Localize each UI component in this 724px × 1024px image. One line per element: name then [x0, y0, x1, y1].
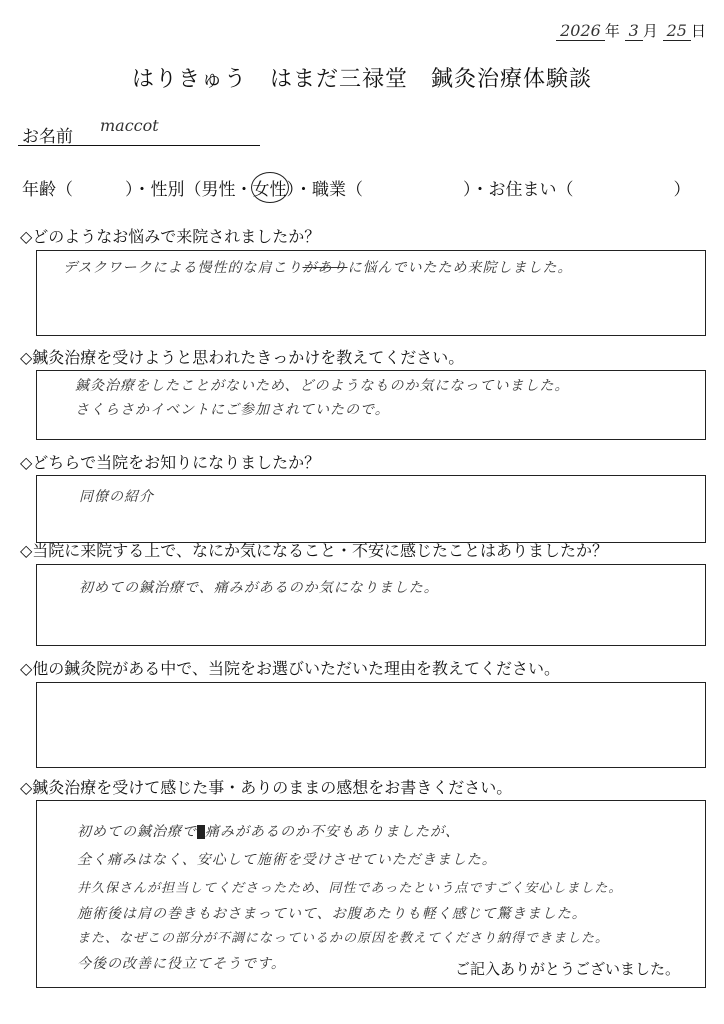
date-month: 3	[625, 21, 643, 41]
answer-6-text-a: 初めての鍼治療で	[77, 824, 197, 840]
answer-6-line-5: また、なぜこの部分が不調になっているかの原因を教えてくださり納得できました。	[77, 931, 610, 946]
date-field	[556, 20, 706, 41]
gender-selected-circle: 女性	[251, 172, 289, 203]
answer-box-1	[36, 250, 706, 336]
date-year: 2026	[556, 21, 605, 41]
month-unit: 月	[642, 22, 658, 40]
answer-6-line-1	[77, 821, 460, 841]
name-value: maccot	[100, 116, 159, 135]
answer-4-line-1: 初めての鍼治療で、痛みがあるのか気になりました。	[79, 580, 439, 596]
question-3: ◇どちらで当院をお知りになりましたか？	[20, 453, 321, 472]
scribble-mark	[197, 825, 205, 839]
answer-box-2	[36, 370, 706, 440]
profile-row	[22, 175, 691, 200]
closing-message: ご記入ありがとうございました。	[455, 960, 681, 978]
form-title: はりきゅう はまだ三禄堂 鍼灸治療体験談	[131, 67, 592, 92]
age-close: ）	[125, 180, 134, 200]
name-label: お名前	[22, 127, 73, 147]
gender-close: ）	[286, 180, 295, 200]
name-underline	[18, 145, 260, 146]
question-2: ◇鍼灸治療を受けようと思われたきっかけを教えてください。	[20, 348, 465, 367]
day-unit: 日	[690, 22, 706, 40]
answer-6-line-2: 全く痛みはなく、安心して施術を受けさせていただきました。	[77, 852, 497, 868]
answer-2-line-1: 鍼灸治療をしたことがないため、どのようなものか気になっていました。	[75, 378, 570, 394]
answer-6-line-6: 今後の改善に役立てそうです。	[77, 956, 286, 972]
job-close: ）	[463, 180, 472, 200]
answer-6-text-b: 痛みがあるのか不安もありましたが、	[205, 824, 460, 840]
answer-box-4	[36, 564, 706, 646]
answer-6-line-4: 施術後は肩の巻きもおさまっていて、お腹あたりも軽く感じて驚きました。	[77, 906, 587, 922]
answer-1-text-a: デスクワークによる慢性的な肩こり	[63, 260, 303, 276]
answer-box-5	[36, 682, 706, 768]
job-label: ・職業（	[295, 180, 363, 200]
date-day: 25	[663, 21, 691, 41]
question-5: ◇他の鍼灸院がある中で、当院をお選びいただいた理由を教えてください。	[20, 659, 560, 678]
age-label: 年齢（	[22, 180, 73, 200]
residence-label: ・お住まい（	[471, 180, 574, 200]
answer-3-line-1: 同僚の紹介	[79, 489, 154, 505]
answer-6-line-3: 井久保さんが担当してくださったため、同性であったという点ですごく安心しました。	[77, 881, 623, 896]
question-1: ◇どのようなお悩みで来院されましたか？	[20, 227, 321, 246]
answer-2-line-2: さくらさかイベントにご参加されていたので。	[75, 402, 390, 418]
question-4: ◇当院に来院する上で、なにか気になること・不安に感じたことはありましたか？	[20, 541, 608, 560]
answer-box-3	[36, 475, 706, 543]
year-unit: 年	[604, 22, 620, 40]
answer-1-text-b: に悩んでいたため来院しました。	[347, 260, 573, 276]
answer-1-line	[63, 257, 572, 277]
answer-1-struck: があり	[302, 260, 348, 276]
residence-close: ）	[673, 180, 691, 200]
gender-label: ・性別（男性・	[133, 180, 253, 200]
question-6: ◇鍼灸治療を受けて感じた事・ありのままの感想をお書きください。	[20, 778, 513, 797]
